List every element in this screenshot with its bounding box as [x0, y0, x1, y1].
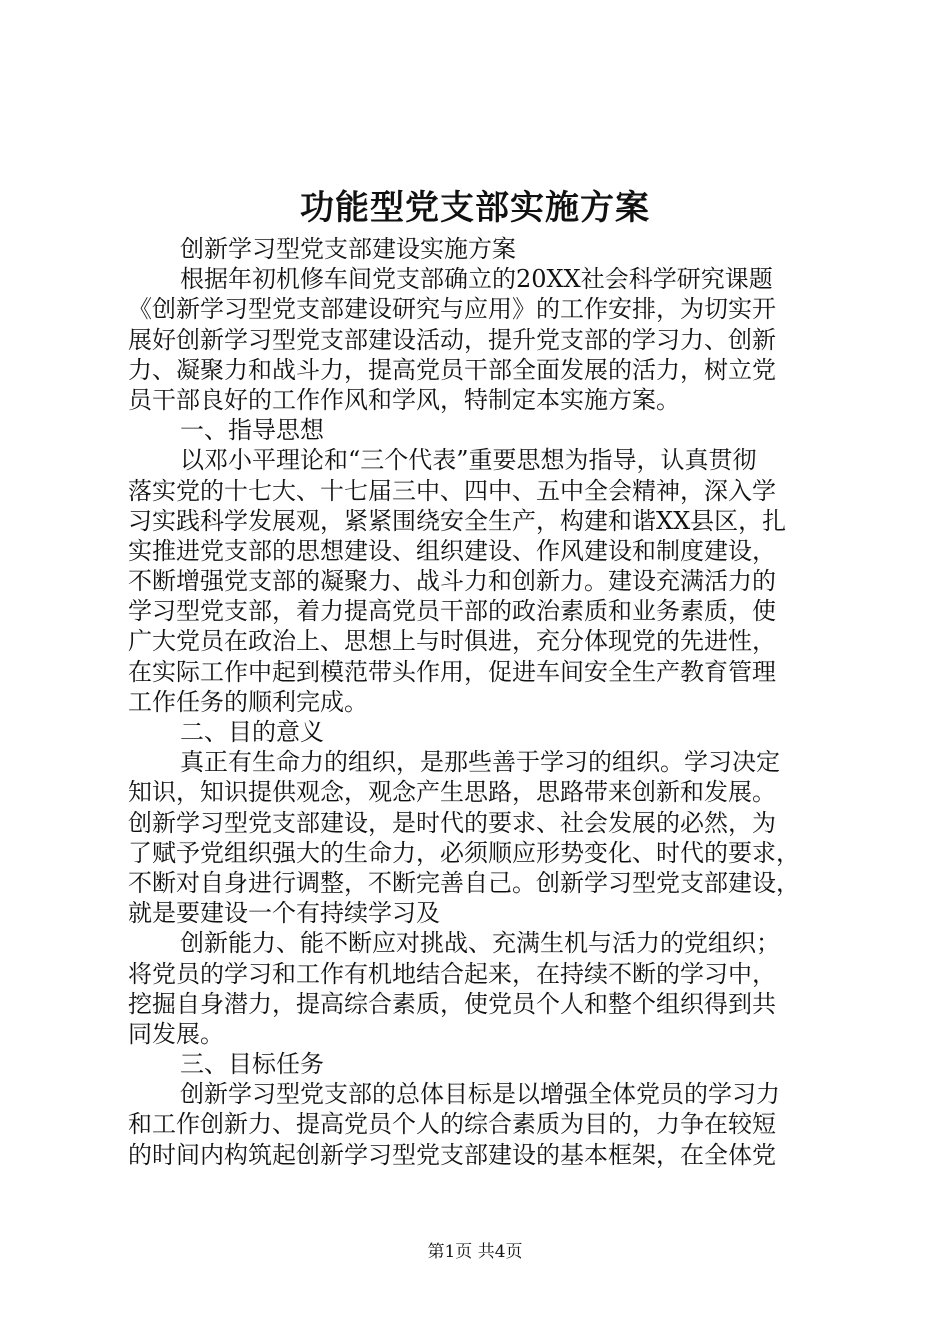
- section-heading: 二、目的意义: [180, 718, 324, 746]
- page-footer: 第1页 共4页: [427, 1242, 523, 1262]
- body-line: 不断对自身进行调整，不断完善自己。创新学习型党支部建设，: [128, 868, 800, 897]
- body-line: 和工作创新力、提高党员个人的综合素质为目的，力争在较短: [128, 1110, 776, 1139]
- body-line: 挖掘自身潜力，提高综合素质，使党员个人和整个组织得到共: [128, 989, 776, 1018]
- body-line: 创新学习型党支部建设，是时代的要求、社会发展的必然，为: [128, 808, 776, 837]
- body-line: 广大党员在政治上、思想上与时俱进，充分体现党的先进性，: [128, 627, 776, 656]
- body-line: 根据年初机修车间党支部确立的20XX社会科学研究课题: [180, 265, 773, 294]
- body-line: 习实践科学发展观，紧紧围绕安全生产，构建和谐XX县区，扎: [128, 506, 787, 535]
- body-line: 知识，知识提供观念，观念产生思路，思路带来创新和发展。: [128, 778, 776, 807]
- body-line: 员干部良好的工作作风和学风，特制定本实施方案。: [128, 385, 680, 414]
- body-line: 展好创新学习型党支部建设活动，提升党支部的学习力、创新: [128, 325, 776, 354]
- body-line: 就是要建设一个有持续学习及: [128, 899, 440, 928]
- section-heading: 一、指导思想: [180, 416, 324, 445]
- body-line: 创新学习型党支部建设实施方案: [180, 235, 516, 263]
- body-line: 将党员的学习和工作有机地结合起来，在持续不断的学习中，: [128, 959, 776, 988]
- document-title: 功能型党支部实施方案: [300, 188, 650, 228]
- document-body: [128, 234, 828, 1170]
- body-line: 《创新学习型党支部建设研究与应用》的工作安排，为切实开: [128, 295, 776, 324]
- body-line: 创新学习型党支部的总体目标是以增强全体党员的学习力: [180, 1080, 780, 1109]
- body-line: 力、凝聚力和战斗力，提高党员干部全面发展的活力，树立党: [128, 355, 776, 384]
- body-line: 实推进党支部的思想建设、组织建设、作风建设和制度建设，: [128, 536, 776, 565]
- body-line: 以邓小平理论和“三个代表”重要思想为指导，认真贯彻: [180, 446, 757, 475]
- body-line: 创新能力、能不断应对挑战、充满生机与活力的党组织；: [180, 929, 780, 958]
- body-line: 的时间内构筑起创新学习型党支部建设的基本框架，在全体党: [128, 1140, 776, 1169]
- body-line: 在实际工作中起到模范带头作用，促进车间安全生产教育管理: [128, 657, 776, 686]
- body-line: 落实党的十七大、十七届三中、四中、五中全会精神，深入学: [128, 476, 776, 505]
- section-heading: 三、目标任务: [180, 1050, 324, 1079]
- body-line: 真正有生命力的组织，是那些善于学习的组织。学习决定: [180, 748, 780, 777]
- body-line: 了赋予党组织强大的生命力，必须顺应形势变化、时代的要求，: [128, 838, 800, 867]
- body-line: 不断增强党支部的凝聚力、战斗力和创新力。建设充满活力的: [128, 567, 776, 596]
- body-line: 学习型党支部，着力提高党员干部的政治素质和业务素质，使: [128, 597, 776, 626]
- body-line: 工作任务的顺利完成。: [128, 687, 368, 716]
- body-line: 同发展。: [128, 1019, 224, 1048]
